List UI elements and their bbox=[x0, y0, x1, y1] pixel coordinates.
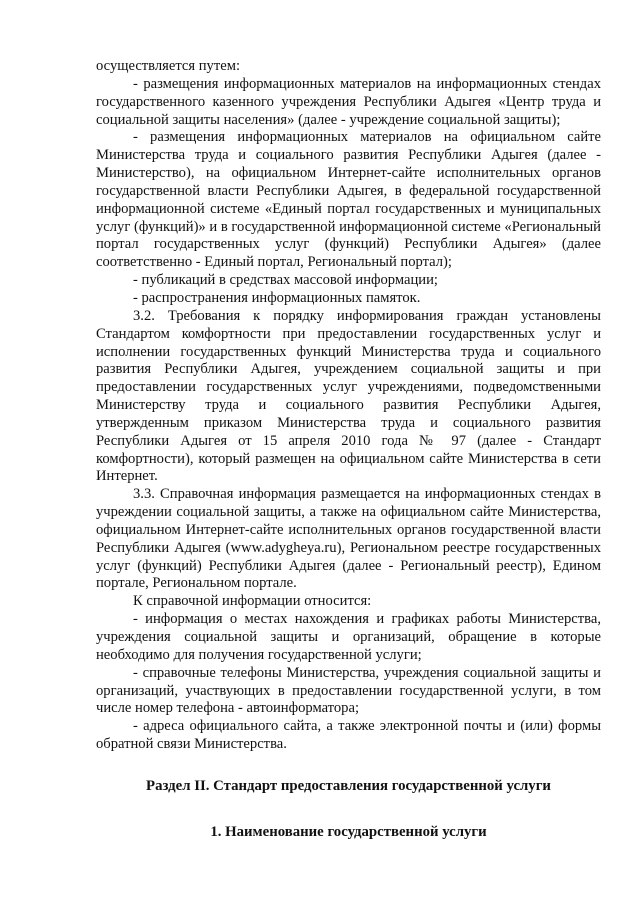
paragraph-3-2: 3.2. Требования к порядку информирования граждан установлены Стандартом комфортности при предоставлении государственных услуг и исполнении государственных функций Министерства труда и социального развития Республики Адыгея, учреждением социальной защиты и при предоставлении государственных услуг учреждениями, подведомственными Министерству труда и социального развития Республики Адыгея, утвержденным приказом Министерства труда и социального развития Республики Адыгея от 15 апреля 2010 года № 97 (далее - Стандарт комфортности), который размещен на официальном сайте Министерства в сети Интернет. bbox=[96, 307, 601, 485]
document-page bbox=[96, 58, 601, 841]
paragraph-website: - размещения информационных материалов на официальном сайте Министерства труда и социального развития Республики Адыгея (далее - Министерство), на официальном Интернет-сайте исполнительных органов государственной власти Республики Адыгея, в федеральной государственной информационной системе «Единый портал государственных и муниципальных услуг (функций)» и в государственной информационной системе «Региональный портал государственных услуг (функций) Республики Адыгея» (далее соответственно - Единый портал, Региональный портал); bbox=[96, 129, 601, 271]
paragraph-phones: - справочные телефоны Министерства, учреждения социальной защиты и организаций, участвующих в предоставлении государственной услуги, в том числе номер телефона - автоинформатора; bbox=[96, 664, 601, 717]
section-heading: Раздел II. Стандарт предоставления государственной услуги bbox=[146, 777, 551, 794]
paragraph-3-3: 3.3. Справочная информация размещается на информационных стендах в учреждении социальной защиты, а также на официальном сайте Министерства, официальном Интернет-сайте исполнительных органов государственной власти Республики Адыгея (www.adygheya.ru), Региональном реестре государственных услуг (функций) Республики Адыгея (далее - Региональный реестр), Едином портале, Региональном портале. bbox=[96, 486, 601, 592]
paragraph-leaflets: - распространения информационных памяток. bbox=[133, 289, 421, 306]
subsection-heading: 1. Наименование государственной услуги bbox=[210, 823, 487, 840]
paragraph-addresses: - адреса официального сайта, а также электронной почты и (или) формы обратной связи Министерства. bbox=[96, 718, 601, 753]
paragraph-intro: осуществляется путем: bbox=[96, 58, 240, 74]
paragraph-media: - публикаций в средствах массовой информации; bbox=[133, 272, 438, 289]
paragraph-reference-intro: К справочной информации относится: bbox=[133, 593, 372, 610]
paragraph-locations: - информация о местах нахождения и графиках работы Министерства, учреждения социальной защиты и организаций, обращение в которые необходимо для получения государственной услуги; bbox=[96, 611, 601, 663]
paragraph-stands: - размещения информационных материалов на информационных стендах государственного казенного учреждения Республики Адыгея «Центр труда и социальной защиты населения» (далее - учреждение социальной защиты); bbox=[96, 75, 601, 128]
